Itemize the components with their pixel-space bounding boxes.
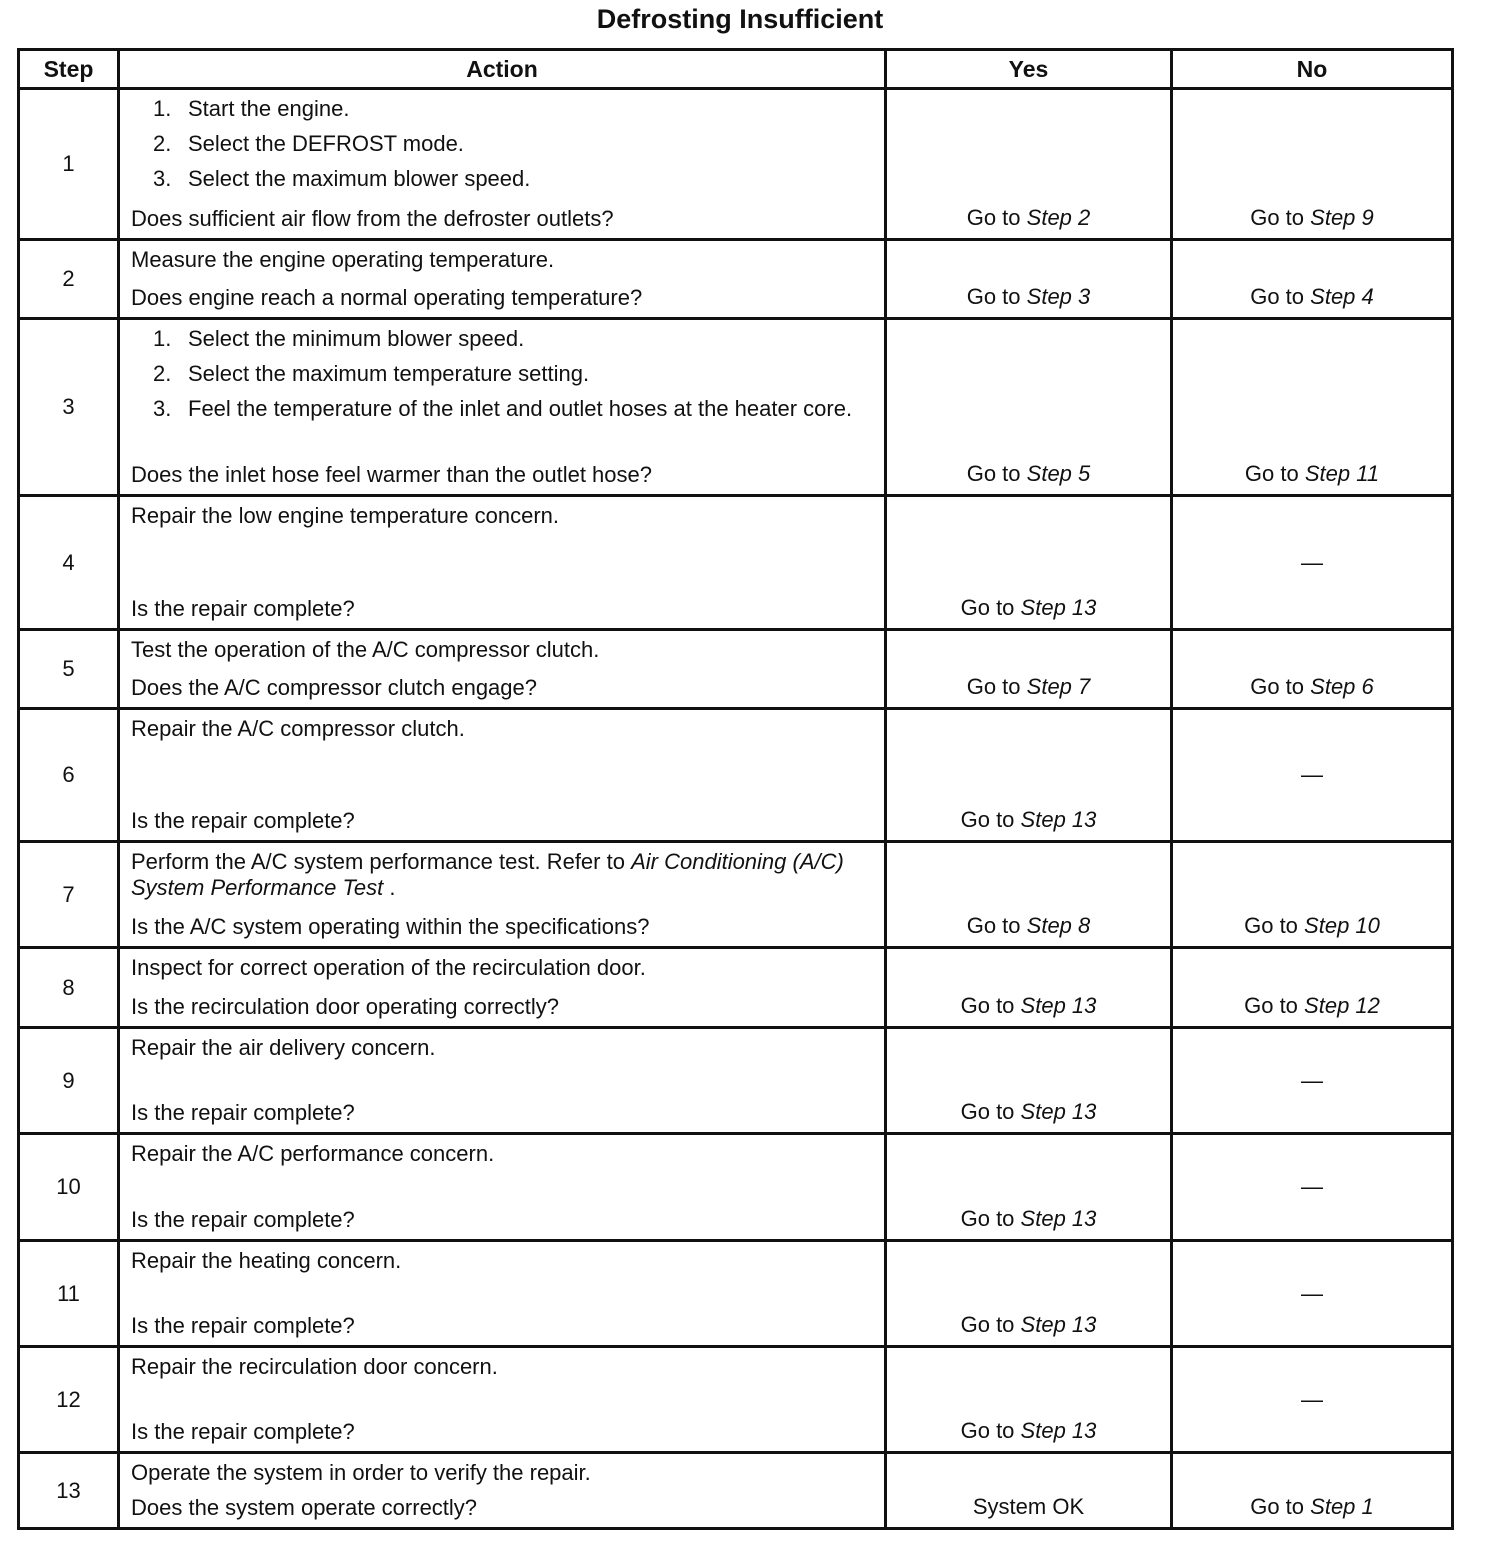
action-cell xyxy=(119,1241,886,1347)
action-content xyxy=(131,1354,876,1445)
action-cell xyxy=(119,842,886,948)
action-cell xyxy=(119,630,886,709)
no-cell-empty: — xyxy=(1172,1028,1453,1134)
action-content xyxy=(131,326,876,488)
step-number: 1 xyxy=(19,89,119,240)
question-text: Does the system operate correctly? xyxy=(131,1495,478,1520)
action-content xyxy=(131,1141,876,1233)
no-cell xyxy=(1172,1453,1453,1529)
action-cell xyxy=(119,319,886,496)
no-cell-empty: — xyxy=(1172,1347,1453,1453)
table-row xyxy=(19,1028,1453,1134)
list-number: 2. xyxy=(153,131,172,156)
no-cell xyxy=(1172,842,1453,948)
instruction-text: Repair the air delivery concern. xyxy=(131,1035,436,1060)
list-item-text: Select the minimum blower speed. xyxy=(188,326,525,351)
action-instructions xyxy=(131,955,876,981)
goto-step-link[interactable]: Step 13 xyxy=(1020,1206,1097,1231)
list-item xyxy=(153,166,876,192)
question-text: Is the repair complete? xyxy=(131,1207,355,1232)
yes-cell xyxy=(886,1028,1172,1134)
numbered-list xyxy=(131,326,876,422)
action-content xyxy=(131,1460,876,1521)
page-title: Defrosting Insufficient xyxy=(596,4,884,34)
goto-prefix: Go to xyxy=(960,993,1015,1018)
table-body xyxy=(19,89,1453,1529)
question-text: Is the repair complete? xyxy=(131,1100,355,1125)
goto-prefix: Go to xyxy=(1250,1494,1305,1519)
goto-prefix: Go to xyxy=(960,807,1015,832)
step-number: 11 xyxy=(19,1241,119,1347)
goto-prefix: Go to xyxy=(966,461,1021,486)
table-row xyxy=(19,496,1453,630)
step-number: 7 xyxy=(19,842,119,948)
goto-step-link[interactable]: Step 6 xyxy=(1310,674,1374,699)
yes-cell xyxy=(886,1134,1172,1241)
action-instructions xyxy=(131,326,876,431)
table-row xyxy=(19,630,1453,709)
header-yes: Yes xyxy=(886,50,1172,89)
list-item xyxy=(153,96,876,122)
list-number: 1. xyxy=(153,96,172,121)
goto-step-link[interactable]: Step 2 xyxy=(1026,205,1091,230)
action-content xyxy=(131,716,876,834)
goto-prefix: Go to xyxy=(1250,284,1305,309)
yes-cell xyxy=(886,1453,1172,1529)
yes-cell xyxy=(886,89,1172,240)
table-row xyxy=(19,240,1453,319)
instruction-text: Repair the low engine temperature concern. xyxy=(131,503,560,528)
goto-prefix: Go to xyxy=(966,205,1021,230)
goto-step-link[interactable]: Step 13 xyxy=(1020,1099,1097,1124)
goto-step-link[interactable]: Step 10 xyxy=(1304,913,1380,938)
action-instructions xyxy=(131,247,876,273)
goto-step-link[interactable]: Step 11 xyxy=(1304,461,1380,486)
header-action: Action xyxy=(119,50,886,89)
goto-step-link[interactable]: Step 13 xyxy=(1020,595,1097,620)
question-text: Is the repair complete? xyxy=(131,596,355,621)
instruction-text: Operate the system in order to verify the repair. xyxy=(131,1460,591,1485)
goto-prefix: Go to xyxy=(960,1418,1015,1443)
action-cell xyxy=(119,89,886,240)
numbered-list xyxy=(131,96,876,192)
no-cell xyxy=(1172,319,1453,496)
diagnostic-table xyxy=(17,48,1454,1530)
yes-result: System OK xyxy=(972,1494,1085,1519)
goto-prefix: Go to xyxy=(966,913,1021,938)
action-content xyxy=(131,955,876,1020)
table-row xyxy=(19,842,1453,948)
action-cell xyxy=(119,1134,886,1241)
no-cell-empty: — xyxy=(1172,1134,1453,1241)
goto-prefix: Go to xyxy=(1250,674,1305,699)
goto-step-link[interactable]: Step 3 xyxy=(1026,284,1091,309)
question-text: Is the repair complete? xyxy=(131,1313,355,1338)
instruction-text: Repair the recirculation door concern. xyxy=(131,1354,498,1379)
action-cell xyxy=(119,948,886,1028)
goto-step-link[interactable]: Step 13 xyxy=(1020,807,1097,832)
yes-cell xyxy=(886,1241,1172,1347)
action-cell xyxy=(119,1028,886,1134)
reference-link[interactable]: Air Conditioning (A/C) System Performance Test xyxy=(131,849,844,900)
no-cell xyxy=(1172,89,1453,240)
step-number: 2 xyxy=(19,240,119,319)
action-instructions xyxy=(131,1354,876,1380)
goto-prefix: Go to xyxy=(960,1099,1015,1124)
step-number: 13 xyxy=(19,1453,119,1529)
question-text: Does engine reach a normal operating temperature? xyxy=(131,285,643,310)
question-text: Is the repair complete? xyxy=(131,1419,355,1444)
step-number: 4 xyxy=(19,496,119,630)
goto-prefix: Go to xyxy=(1244,913,1298,938)
table-row xyxy=(19,1241,1453,1347)
list-item xyxy=(153,131,876,157)
goto-prefix: Go to xyxy=(960,1206,1015,1231)
goto-step-link[interactable]: Step 13 xyxy=(1020,1312,1097,1337)
goto-prefix: Go to xyxy=(960,595,1015,620)
instruction-text: Repair the heating concern. xyxy=(131,1248,402,1273)
step-number: 6 xyxy=(19,709,119,842)
action-instructions xyxy=(131,716,876,742)
action-instructions xyxy=(131,1460,876,1486)
action-instructions xyxy=(131,637,876,663)
yes-cell xyxy=(886,1347,1172,1453)
action-content xyxy=(131,1035,876,1126)
question-text: Does the A/C compressor clutch engage? xyxy=(131,675,538,700)
list-number: 2. xyxy=(153,361,172,386)
action-cell xyxy=(119,1347,886,1453)
instruction-text: Repair the A/C performance concern. xyxy=(131,1141,495,1166)
goto-step-link[interactable]: Step 1 xyxy=(1310,1494,1374,1519)
goto-step-link[interactable]: Step 13 xyxy=(1020,993,1097,1018)
table-row xyxy=(19,1453,1453,1529)
action-cell xyxy=(119,496,886,630)
table-row xyxy=(19,89,1453,240)
yes-cell xyxy=(886,319,1172,496)
action-cell xyxy=(119,1453,886,1529)
goto-step-link[interactable]: Step 8 xyxy=(1026,913,1091,938)
goto-step-link[interactable]: Step 5 xyxy=(1026,461,1091,486)
action-content xyxy=(131,1248,876,1339)
list-item xyxy=(153,326,876,352)
step-number: 3 xyxy=(19,319,119,496)
header-step: Step xyxy=(19,50,119,89)
instruction-text: Measure the engine operating temperature. xyxy=(131,247,555,272)
list-number: 1. xyxy=(153,326,172,351)
instruction-text: Test the operation of the A/C compressor clutch. xyxy=(131,637,600,662)
question-text: Does the inlet hose feel warmer than the outlet hose? xyxy=(131,462,652,487)
action-instructions xyxy=(131,503,876,529)
list-item xyxy=(153,396,876,422)
goto-step-link[interactable]: Step 12 xyxy=(1304,993,1380,1018)
list-item-text: Start the engine. xyxy=(188,96,350,121)
action-cell xyxy=(119,240,886,319)
list-item xyxy=(153,361,876,387)
action-cell xyxy=(119,709,886,842)
question-text: Is the recirculation door operating correctly? xyxy=(131,994,559,1019)
goto-prefix: Go to xyxy=(966,284,1021,309)
no-cell-empty: — xyxy=(1172,709,1453,842)
action-instructions xyxy=(131,96,876,201)
header-row xyxy=(19,50,1453,89)
table-row xyxy=(19,1134,1453,1241)
instruction-text xyxy=(131,849,876,901)
instruction-text: Inspect for correct operation of the recirculation door. xyxy=(131,955,646,980)
list-item-text: Select the maximum temperature setting. xyxy=(188,361,590,386)
goto-step-link[interactable]: Step 7 xyxy=(1026,674,1091,699)
yes-cell xyxy=(886,709,1172,842)
step-number: 9 xyxy=(19,1028,119,1134)
step-number: 8 xyxy=(19,948,119,1028)
action-instructions xyxy=(131,1035,876,1061)
step-number: 12 xyxy=(19,1347,119,1453)
no-cell xyxy=(1172,630,1453,709)
no-cell-empty: — xyxy=(1172,1241,1453,1347)
step-number: 5 xyxy=(19,630,119,709)
yes-cell xyxy=(886,842,1172,948)
step-number: 10 xyxy=(19,1134,119,1241)
yes-cell xyxy=(886,948,1172,1028)
goto-prefix: Go to xyxy=(1244,461,1299,486)
question-text: Is the A/C system operating within the specifications? xyxy=(131,914,650,939)
goto-prefix: Go to xyxy=(1250,205,1305,230)
table-row xyxy=(19,319,1453,496)
instruction-text: Repair the A/C compressor clutch. xyxy=(131,716,465,741)
action-instructions xyxy=(131,849,876,901)
yes-cell xyxy=(886,630,1172,709)
table-row xyxy=(19,709,1453,842)
list-item-text: Select the maximum blower speed. xyxy=(188,166,531,191)
action-content xyxy=(131,247,876,311)
action-instructions xyxy=(131,1248,876,1274)
action-instructions xyxy=(131,1141,876,1167)
question-text: Does sufficient air flow from the defroster outlets? xyxy=(131,206,614,231)
action-content xyxy=(131,637,876,701)
no-cell-empty: — xyxy=(1172,496,1453,630)
action-content xyxy=(131,96,876,232)
goto-step-link[interactable]: Step 9 xyxy=(1310,205,1374,230)
instruction-suffix: . xyxy=(389,875,396,900)
question-text: Is the repair complete? xyxy=(131,808,355,833)
list-number: 3. xyxy=(153,166,172,191)
yes-cell xyxy=(886,496,1172,630)
list-item-text: Select the DEFROST mode. xyxy=(188,131,464,156)
goto-prefix: Go to xyxy=(966,674,1021,699)
goto-step-link[interactable]: Step 13 xyxy=(1020,1418,1097,1443)
no-cell xyxy=(1172,240,1453,319)
action-content xyxy=(131,849,876,940)
goto-prefix: Go to xyxy=(1244,993,1298,1018)
list-item-text: Feel the temperature of the inlet and outlet hoses at the heater core. xyxy=(188,396,853,421)
no-cell xyxy=(1172,948,1453,1028)
table-row xyxy=(19,948,1453,1028)
table-row xyxy=(19,1347,1453,1453)
goto-prefix: Go to xyxy=(960,1312,1015,1337)
yes-cell xyxy=(886,240,1172,319)
instruction-prefix: Perform the A/C system performance test. Refer to xyxy=(131,849,625,874)
goto-step-link[interactable]: Step 4 xyxy=(1310,284,1374,309)
header-no: No xyxy=(1172,50,1453,89)
list-number: 3. xyxy=(153,396,172,421)
action-content xyxy=(131,503,876,622)
